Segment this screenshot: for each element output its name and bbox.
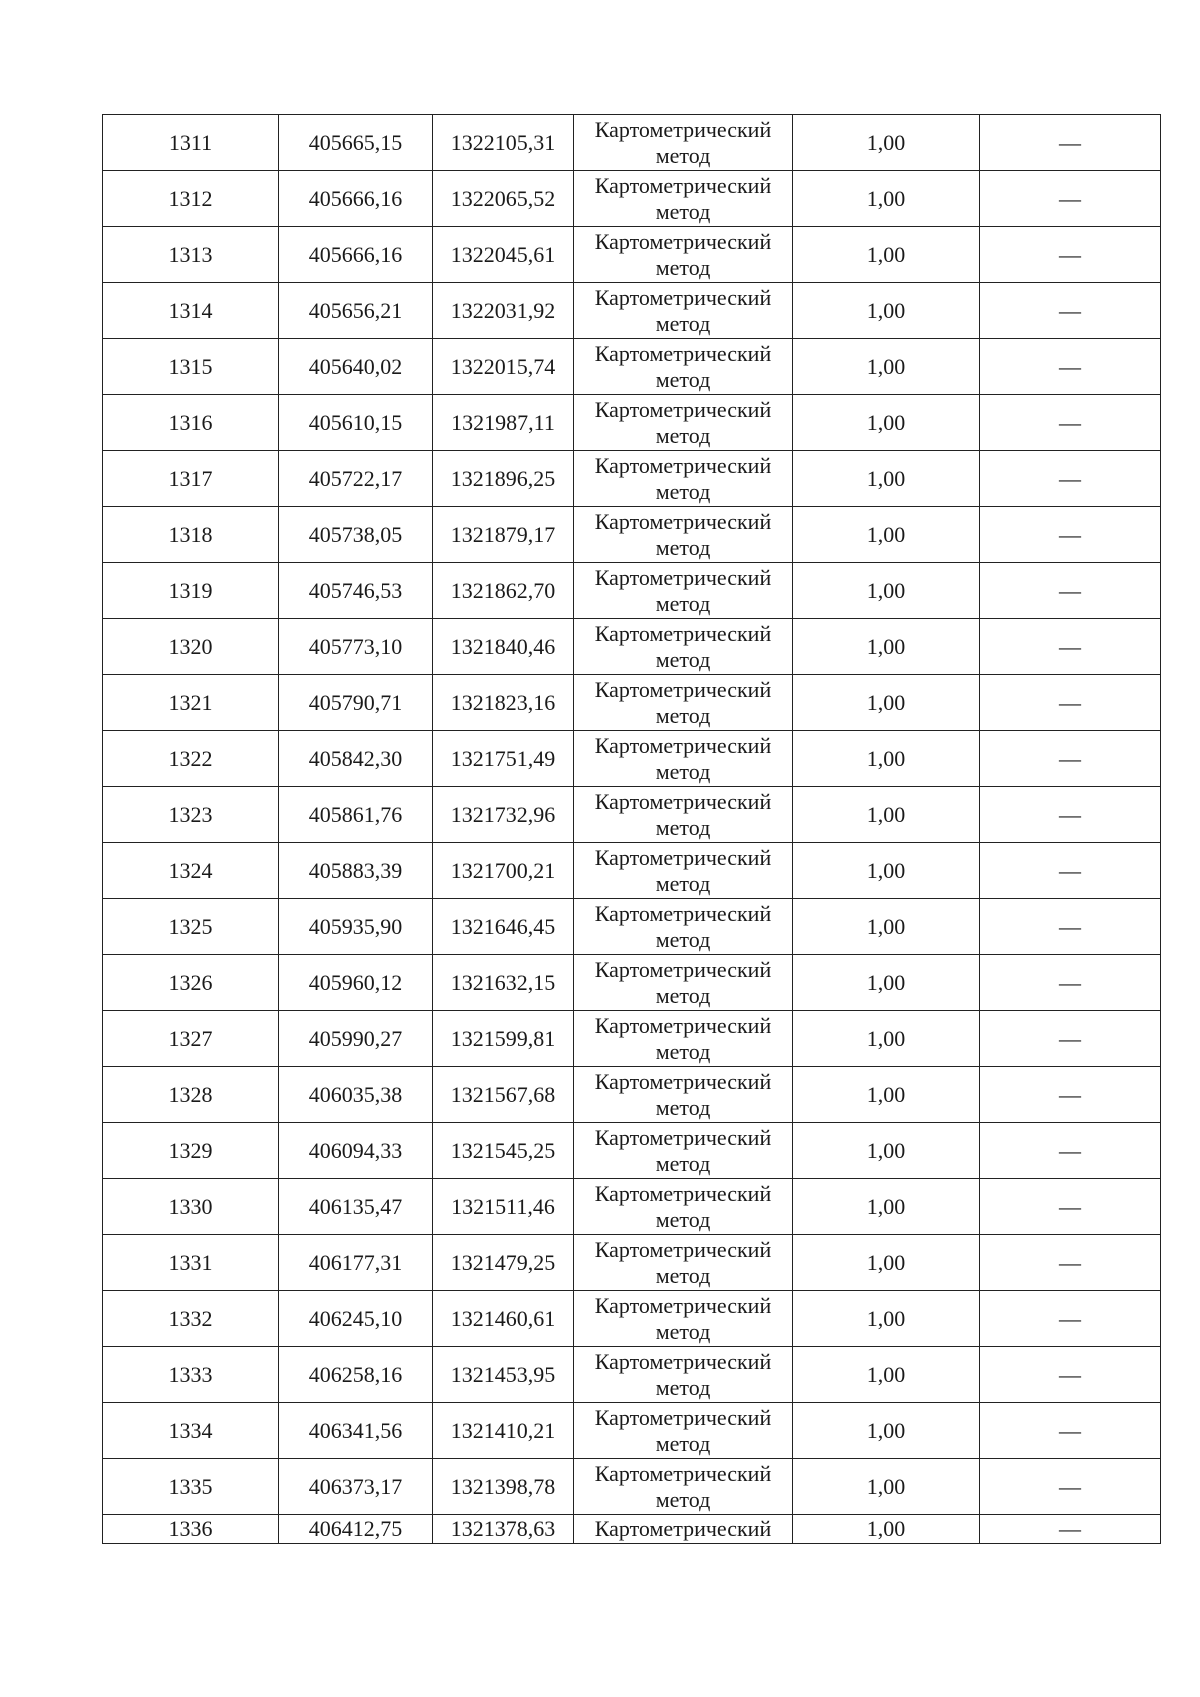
accuracy-cell: 1,00 [793, 1123, 980, 1179]
x-coordinate-cell: 405722,17 [279, 451, 433, 507]
y-coordinate-cell: 1321511,46 [433, 1179, 574, 1235]
accuracy-cell: 1,00 [793, 619, 980, 675]
y-coordinate-cell: 1321840,46 [433, 619, 574, 675]
x-coordinate-cell: 405738,05 [279, 507, 433, 563]
note-cell: — [980, 1515, 1161, 1544]
note-cell: — [980, 1179, 1161, 1235]
accuracy-cell: 1,00 [793, 1067, 980, 1123]
x-coordinate-cell: 405665,15 [279, 115, 433, 171]
x-coordinate-cell: 406135,47 [279, 1179, 433, 1235]
note-cell: — [980, 843, 1161, 899]
accuracy-cell: 1,00 [793, 787, 980, 843]
table-row [103, 1403, 1161, 1459]
x-coordinate-cell: 405773,10 [279, 619, 433, 675]
table-row [103, 843, 1161, 899]
y-coordinate-cell: 1321823,16 [433, 675, 574, 731]
x-coordinate-cell: 405960,12 [279, 955, 433, 1011]
table-row [103, 451, 1161, 507]
note-cell: — [980, 731, 1161, 787]
note-cell: — [980, 283, 1161, 339]
accuracy-cell: 1,00 [793, 1011, 980, 1067]
method-cell: Картометрический метод [574, 843, 793, 899]
accuracy-cell: 1,00 [793, 843, 980, 899]
point-number-cell: 1311 [103, 115, 279, 171]
y-coordinate-cell: 1321879,17 [433, 507, 574, 563]
point-number-cell: 1336 [103, 1515, 279, 1544]
method-cell: Картометрический метод [574, 899, 793, 955]
table-row [103, 787, 1161, 843]
y-coordinate-cell: 1321410,21 [433, 1403, 574, 1459]
note-cell: — [980, 395, 1161, 451]
method-cell: Картометрический метод [574, 1067, 793, 1123]
point-number-cell: 1320 [103, 619, 279, 675]
table-row [103, 899, 1161, 955]
accuracy-cell: 1,00 [793, 1347, 980, 1403]
table-row [103, 955, 1161, 1011]
table-row [103, 1123, 1161, 1179]
point-number-cell: 1321 [103, 675, 279, 731]
accuracy-cell: 1,00 [793, 339, 980, 395]
note-cell: — [980, 1123, 1161, 1179]
table-row [103, 171, 1161, 227]
table-row [103, 1011, 1161, 1067]
table-row [103, 731, 1161, 787]
y-coordinate-cell: 1321460,61 [433, 1291, 574, 1347]
x-coordinate-cell: 406341,56 [279, 1403, 433, 1459]
table-row [103, 1515, 1161, 1544]
note-cell: — [980, 1235, 1161, 1291]
y-coordinate-cell: 1321599,81 [433, 1011, 574, 1067]
point-number-cell: 1316 [103, 395, 279, 451]
accuracy-cell: 1,00 [793, 1403, 980, 1459]
table-row [103, 1459, 1161, 1515]
note-cell: — [980, 171, 1161, 227]
method-cell: Картометрический метод [574, 507, 793, 563]
point-number-cell: 1325 [103, 899, 279, 955]
method-cell: Картометрический метод [574, 1235, 793, 1291]
method-cell: Картометрический метод [574, 675, 793, 731]
note-cell: — [980, 1067, 1161, 1123]
method-cell: Картометрический метод [574, 619, 793, 675]
y-coordinate-cell: 1321751,49 [433, 731, 574, 787]
x-coordinate-cell: 405990,27 [279, 1011, 433, 1067]
coordinates-table [102, 114, 1161, 1544]
y-coordinate-cell: 1321646,45 [433, 899, 574, 955]
note-cell: — [980, 1403, 1161, 1459]
table-row [103, 227, 1161, 283]
point-number-cell: 1313 [103, 227, 279, 283]
y-coordinate-cell: 1322065,52 [433, 171, 574, 227]
y-coordinate-cell: 1321896,25 [433, 451, 574, 507]
method-cell: Картометрический метод [574, 1123, 793, 1179]
point-number-cell: 1332 [103, 1291, 279, 1347]
y-coordinate-cell: 1322045,61 [433, 227, 574, 283]
point-number-cell: 1315 [103, 339, 279, 395]
note-cell: — [980, 619, 1161, 675]
point-number-cell: 1335 [103, 1459, 279, 1515]
x-coordinate-cell: 406177,31 [279, 1235, 433, 1291]
method-cell: Картометрический метод [574, 563, 793, 619]
method-cell: Картометрический метод [574, 731, 793, 787]
method-cell: Картометрический метод [574, 395, 793, 451]
point-number-cell: 1331 [103, 1235, 279, 1291]
table-row [103, 1179, 1161, 1235]
accuracy-cell: 1,00 [793, 1515, 980, 1544]
accuracy-cell: 1,00 [793, 563, 980, 619]
x-coordinate-cell: 406035,38 [279, 1067, 433, 1123]
table-row [103, 283, 1161, 339]
table-row [103, 507, 1161, 563]
table-row [103, 339, 1161, 395]
table-row [103, 1235, 1161, 1291]
table-row [103, 1347, 1161, 1403]
point-number-cell: 1319 [103, 563, 279, 619]
y-coordinate-cell: 1321632,15 [433, 955, 574, 1011]
y-coordinate-cell: 1321378,63 [433, 1515, 574, 1544]
accuracy-cell: 1,00 [793, 283, 980, 339]
note-cell: — [980, 507, 1161, 563]
note-cell: — [980, 451, 1161, 507]
method-cell: Картометрический метод [574, 451, 793, 507]
point-number-cell: 1324 [103, 843, 279, 899]
point-number-cell: 1312 [103, 171, 279, 227]
x-coordinate-cell: 405790,71 [279, 675, 433, 731]
method-cell: Картометрический метод [574, 171, 793, 227]
x-coordinate-cell: 406373,17 [279, 1459, 433, 1515]
table-row [103, 563, 1161, 619]
y-coordinate-cell: 1321862,70 [433, 563, 574, 619]
method-cell: Картометрический метод [574, 1403, 793, 1459]
x-coordinate-cell: 405861,76 [279, 787, 433, 843]
y-coordinate-cell: 1322031,92 [433, 283, 574, 339]
accuracy-cell: 1,00 [793, 1235, 980, 1291]
x-coordinate-cell: 405883,39 [279, 843, 433, 899]
y-coordinate-cell: 1321567,68 [433, 1067, 574, 1123]
note-cell: — [980, 1011, 1161, 1067]
accuracy-cell: 1,00 [793, 675, 980, 731]
x-coordinate-cell: 405656,21 [279, 283, 433, 339]
point-number-cell: 1314 [103, 283, 279, 339]
x-coordinate-cell: 405666,16 [279, 227, 433, 283]
note-cell: — [980, 339, 1161, 395]
x-coordinate-cell: 405935,90 [279, 899, 433, 955]
note-cell: — [980, 787, 1161, 843]
x-coordinate-cell: 405610,15 [279, 395, 433, 451]
point-number-cell: 1329 [103, 1123, 279, 1179]
y-coordinate-cell: 1321987,11 [433, 395, 574, 451]
accuracy-cell: 1,00 [793, 395, 980, 451]
x-coordinate-cell: 406258,16 [279, 1347, 433, 1403]
method-cell: Картометрический метод [574, 227, 793, 283]
accuracy-cell: 1,00 [793, 955, 980, 1011]
y-coordinate-cell: 1321479,25 [433, 1235, 574, 1291]
table-row [103, 675, 1161, 731]
y-coordinate-cell: 1321398,78 [433, 1459, 574, 1515]
method-cell: Картометрический метод [574, 339, 793, 395]
x-coordinate-cell: 405746,53 [279, 563, 433, 619]
point-number-cell: 1323 [103, 787, 279, 843]
method-cell: Картометрический метод [574, 1179, 793, 1235]
accuracy-cell: 1,00 [793, 507, 980, 563]
note-cell: — [980, 1459, 1161, 1515]
point-number-cell: 1326 [103, 955, 279, 1011]
note-cell: — [980, 563, 1161, 619]
table-row [103, 619, 1161, 675]
point-number-cell: 1318 [103, 507, 279, 563]
accuracy-cell: 1,00 [793, 1179, 980, 1235]
y-coordinate-cell: 1321700,21 [433, 843, 574, 899]
y-coordinate-cell: 1322105,31 [433, 115, 574, 171]
x-coordinate-cell: 406412,75 [279, 1515, 433, 1544]
point-number-cell: 1333 [103, 1347, 279, 1403]
method-cell: Картометрический метод [574, 1459, 793, 1515]
x-coordinate-cell: 406094,33 [279, 1123, 433, 1179]
coordinates-table-body [103, 115, 1161, 1544]
accuracy-cell: 1,00 [793, 115, 980, 171]
x-coordinate-cell: 405842,30 [279, 731, 433, 787]
point-number-cell: 1328 [103, 1067, 279, 1123]
method-cell: Картометрический метод [574, 787, 793, 843]
method-cell: Картометрический метод [574, 1291, 793, 1347]
point-number-cell: 1317 [103, 451, 279, 507]
note-cell: — [980, 1291, 1161, 1347]
y-coordinate-cell: 1321545,25 [433, 1123, 574, 1179]
y-coordinate-cell: 1321732,96 [433, 787, 574, 843]
method-cell: Картометрический метод [574, 1011, 793, 1067]
accuracy-cell: 1,00 [793, 451, 980, 507]
note-cell: — [980, 115, 1161, 171]
y-coordinate-cell: 1322015,74 [433, 339, 574, 395]
method-cell: Картометрический метод [574, 955, 793, 1011]
table-row [103, 1291, 1161, 1347]
note-cell: — [980, 955, 1161, 1011]
accuracy-cell: 1,00 [793, 1459, 980, 1515]
note-cell: — [980, 899, 1161, 955]
note-cell: — [980, 1347, 1161, 1403]
method-cell: Картометрический метод [574, 115, 793, 171]
table-row [103, 115, 1161, 171]
x-coordinate-cell: 406245,10 [279, 1291, 433, 1347]
accuracy-cell: 1,00 [793, 731, 980, 787]
point-number-cell: 1322 [103, 731, 279, 787]
point-number-cell: 1327 [103, 1011, 279, 1067]
x-coordinate-cell: 405666,16 [279, 171, 433, 227]
method-cell: Картометрический метод [574, 283, 793, 339]
table-row [103, 395, 1161, 451]
point-number-cell: 1330 [103, 1179, 279, 1235]
accuracy-cell: 1,00 [793, 171, 980, 227]
x-coordinate-cell: 405640,02 [279, 339, 433, 395]
y-coordinate-cell: 1321453,95 [433, 1347, 574, 1403]
note-cell: — [980, 227, 1161, 283]
point-number-cell: 1334 [103, 1403, 279, 1459]
method-cell: Картометрический метод [574, 1347, 793, 1403]
accuracy-cell: 1,00 [793, 899, 980, 955]
table-row [103, 1067, 1161, 1123]
method-cell: Картометрический [574, 1515, 793, 1544]
accuracy-cell: 1,00 [793, 227, 980, 283]
accuracy-cell: 1,00 [793, 1291, 980, 1347]
note-cell: — [980, 675, 1161, 731]
